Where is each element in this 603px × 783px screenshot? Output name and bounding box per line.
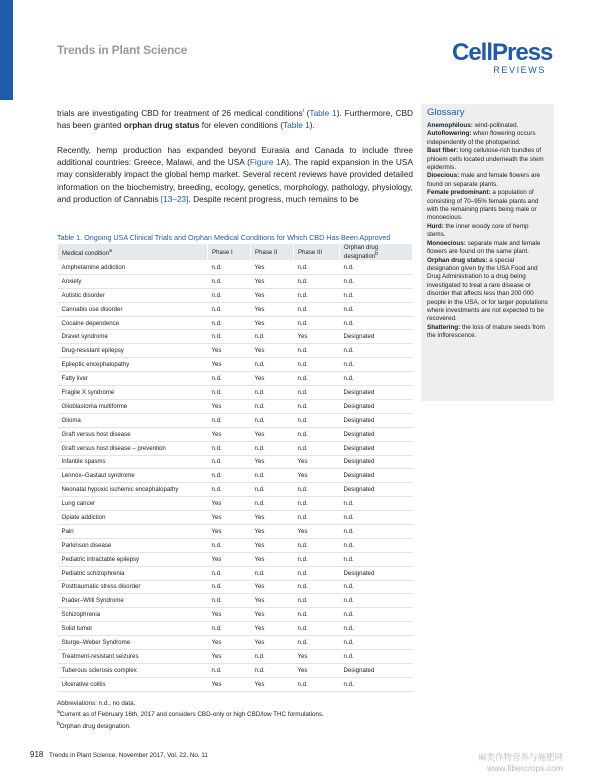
table-cell: Yes (294, 330, 340, 344)
glossary-term: Bast fiber: (427, 147, 459, 155)
glossary-definition: male and female flowers are found on separate plants. (427, 172, 541, 188)
table-cell: Yes (251, 427, 294, 441)
table-cell: Neonatal hypoxic ischemic encephalopathy (58, 483, 208, 497)
table-cell: Yes (251, 538, 294, 552)
table-cell: Pain (58, 524, 208, 538)
table-cell: Lennox–Gastaut syndrome (58, 469, 208, 483)
table-cell: Yes (251, 302, 294, 316)
table-cell: n.d. (294, 372, 340, 386)
table-cell: Yes (208, 677, 251, 691)
abbreviations-note: Abbreviations: n.d., no data. (57, 700, 136, 707)
glossary-entry (427, 240, 548, 257)
table-cell: n.d. (294, 274, 340, 288)
table-row (58, 552, 413, 566)
table-cell: Fatty liver (58, 372, 208, 386)
table-body (58, 261, 413, 692)
table-reference-link[interactable]: Table 1 (309, 107, 337, 118)
table-title: Table 1. Ongoing USA Clinical Trials and Orphan Medical Conditions for Which CBD Has Been Approved (57, 233, 391, 242)
table-cell: n.d. (294, 538, 340, 552)
table-cell: Designated (340, 455, 413, 469)
table-cell: Anxiety (58, 274, 208, 288)
glossary-title: Glossary (427, 107, 465, 118)
table-cell: Treatment-resistant seizures (58, 649, 208, 663)
table-row (58, 511, 413, 525)
table-cell: Designated (340, 469, 413, 483)
table-cell: Designated (340, 386, 413, 400)
table-cell: n.d. (294, 261, 340, 275)
paragraph-text: ). (309, 119, 315, 130)
table-cell: Pediatric schizophrenia (58, 566, 208, 580)
glossary-term: Orphan drug status: (427, 256, 488, 264)
glossary-mark: i (302, 108, 304, 114)
table-cell: Opiate addiction (58, 511, 208, 525)
table-cell: Schizophrenia (58, 608, 208, 622)
table-cell: Yes (208, 358, 251, 372)
glossary-term: Monoecious: (427, 239, 466, 247)
table-cell: Yes (251, 608, 294, 622)
table-cell: n.d. (294, 608, 340, 622)
glossary-definition: wind-pollinated. (472, 122, 519, 129)
table-row (58, 622, 413, 636)
journal-name: Trends in Plant Science (57, 43, 188, 57)
table-cell: n.d. (294, 386, 340, 400)
table-cell: Autistic disorder (58, 288, 208, 302)
table-row (58, 649, 413, 663)
table-cell: n.d. (208, 594, 251, 608)
table-cell: n.d. (294, 441, 340, 455)
column-header: Medical condition$^a$ (58, 244, 208, 261)
table-cell: n.d. (340, 274, 413, 288)
table-cell: n.d. (208, 316, 251, 330)
table-cell: n.d. (340, 302, 413, 316)
table-cell: n.d. (294, 580, 340, 594)
table-cell: Yes (208, 636, 251, 650)
table-row (58, 636, 413, 650)
table-cell: Ulcerative colitis (58, 677, 208, 691)
table-cell: n.d. (208, 663, 251, 677)
table-cell: n.d. (340, 580, 413, 594)
table-row (58, 358, 413, 372)
column-header: Phase III (294, 244, 340, 261)
glossary-definition: a special designation given by the USA Food and Drug Administration to a drug being investigated to treat a rare disease or disorder that affects less than 200 000 people in the USA, or for larger populations where investments are not expected to be recovered. (427, 256, 548, 323)
table-cell: Yes (251, 261, 294, 275)
table-cell: n.d. (208, 469, 251, 483)
table-row (58, 344, 413, 358)
table-cell: Graft versus host disease – prevention (58, 441, 208, 455)
table-cell: n.d. (251, 649, 294, 663)
paragraph-text: ( (303, 107, 310, 118)
footnote-a: $^a$Current as of February 16th, 2017 and considers CBD-only or high CBD/low THC formulations. (57, 709, 324, 719)
glossary-entry (427, 172, 548, 189)
table-cell: Yes (294, 524, 340, 538)
table-row (58, 594, 413, 608)
table-row (58, 608, 413, 622)
table-row (58, 469, 413, 483)
table-cell: Designated (340, 427, 413, 441)
table-cell: n.d. (340, 524, 413, 538)
table-cell: Designated (340, 413, 413, 427)
glossary-term: orphan drug status (123, 119, 200, 130)
table-cell: n.d. (340, 538, 413, 552)
glossary-entry (427, 223, 548, 240)
glossary-definition: the inner woody core of hemp stems. (427, 222, 529, 239)
table-cell: Yes (294, 455, 340, 469)
table-cell: Yes (208, 649, 251, 663)
table-header-row (58, 244, 413, 261)
table-cell: n.d. (340, 261, 413, 275)
table-cell: Posttraumatic stress disorder (58, 580, 208, 594)
table-cell: n.d. (208, 455, 251, 469)
glossary-entries (427, 122, 548, 341)
table-row (58, 677, 413, 691)
journal-citation: Trends in Plant Science, November 2017, Vol. 22, No. 11 (49, 752, 208, 759)
logo-sub: REVIEWS (493, 65, 546, 75)
table-cell: Glioma (58, 413, 208, 427)
table-row (58, 399, 413, 413)
table-cell: n.d. (251, 358, 294, 372)
table-cell: n.d. (208, 372, 251, 386)
table-cell: Yes (294, 469, 340, 483)
table-cell: n.d. (251, 566, 294, 580)
table-cell: Yes (251, 316, 294, 330)
glossary-definition: when flowering occurs independently of the photoperiod. (427, 130, 536, 146)
table-cell: n.d. (340, 497, 413, 511)
table-row (58, 538, 413, 552)
table-cell: n.d. (340, 677, 413, 691)
table-cell: n.d. (208, 261, 251, 275)
table-row (58, 441, 413, 455)
table-cell: Yes (294, 663, 340, 677)
glossary-term: Hurd: (427, 222, 444, 230)
table-cell: Graft versus host disease (58, 427, 208, 441)
table-cell: n.d. (251, 663, 294, 677)
table-cell: n.d. (208, 288, 251, 302)
table-cell: Pediatric intractable epilepsy (58, 552, 208, 566)
glossary-term: Shattering: (427, 323, 461, 331)
table-cell: Yes (251, 524, 294, 538)
table-cell: Cannabis use disorder (58, 302, 208, 316)
table-cell: n.d. (294, 302, 340, 316)
glossary-term: Anemophilous: (427, 122, 473, 129)
table-cell: Yes (208, 608, 251, 622)
table-cell: n.d. (340, 344, 413, 358)
table-cell: Yes (251, 552, 294, 566)
table-row (58, 413, 413, 427)
table-cell: Yes (251, 288, 294, 302)
table-cell: n.d. (340, 358, 413, 372)
column-header: Phase II (251, 244, 294, 261)
table-row (58, 302, 413, 316)
table-cell: Yes (251, 677, 294, 691)
glossary-entry (427, 122, 548, 130)
page-footer (30, 750, 208, 759)
table-cell: Prader–Willi Syndrome (58, 594, 208, 608)
paragraph-text: . Despite recent progress, much remains to be (188, 193, 359, 204)
table-cell: Drug-resistant epilepsy (58, 344, 208, 358)
table-cell: n.d. (340, 372, 413, 386)
table-cell: Glioblastoma multiforme (58, 399, 208, 413)
table-row (58, 386, 413, 400)
table-cell: Yes (208, 497, 251, 511)
table-cell: n.d. (208, 330, 251, 344)
table-cell: n.d. (294, 427, 340, 441)
table-cell: n.d. (208, 441, 251, 455)
watermark-line: www.fibercrops.com (486, 763, 564, 773)
glossary-term: Dioecious: (427, 172, 460, 180)
table-cell: n.d. (294, 399, 340, 413)
glossary-definition: separate male and female flowers are found on the same plant. (427, 239, 541, 256)
table-cell: n.d. (294, 622, 340, 636)
table-cell: Designated (340, 330, 413, 344)
glossary-definition: a population of consisting of 70–95% female plants and with the remaining plants being male or monoecious. (427, 189, 539, 222)
table-cell: n.d. (294, 483, 340, 497)
glossary-entry (427, 130, 548, 147)
table-row (58, 524, 413, 538)
table-cell: n.d. (294, 594, 340, 608)
table-cell: n.d. (251, 469, 294, 483)
table-cell: Yes (208, 552, 251, 566)
table-cell: Yes (251, 580, 294, 594)
table-row (58, 497, 413, 511)
table-row (58, 663, 413, 677)
table-row (58, 316, 413, 330)
table-cell: Yes (251, 636, 294, 650)
table-row (58, 372, 413, 386)
table-footnotes (57, 700, 324, 731)
table-row (58, 483, 413, 497)
table-row (58, 330, 413, 344)
citation-link[interactable]: [13–23] (160, 193, 189, 204)
table-cell: Designated (340, 399, 413, 413)
table-cell: n.d. (294, 677, 340, 691)
table-cell: n.d. (294, 358, 340, 372)
table-cell: n.d. (251, 483, 294, 497)
table-cell: Yes (251, 622, 294, 636)
table-cell: n.d. (294, 344, 340, 358)
table-cell: n.d. (294, 497, 340, 511)
table-cell: Yes (251, 511, 294, 525)
paragraph-text: Recently, hemp production has expanded beyond Eurasia and Canada to include three additional countries: Greece, Malawi, and the USA ( (57, 145, 413, 168)
figure-reference-link[interactable]: Figure 1 (249, 157, 281, 168)
table-cell: Epileptic encephalopathy (58, 358, 208, 372)
table-cell: n.d. (294, 288, 340, 302)
table-cell: n.d. (208, 413, 251, 427)
clinical-trials-table (57, 243, 413, 692)
page-number: 918 (30, 750, 44, 759)
table-cell: n.d. (340, 636, 413, 650)
table-cell: n.d. (208, 538, 251, 552)
table-cell: Designated (340, 441, 413, 455)
table-cell: n.d. (251, 441, 294, 455)
table-cell: Lung cancer (58, 497, 208, 511)
table-cell: Amphetamine addiction (58, 261, 208, 275)
table-cell: Yes (208, 399, 251, 413)
column-header: Orphan drug designation$^b$ (340, 244, 413, 261)
glossary-term: Female predominant: (427, 189, 491, 197)
table-cell: Yes (251, 344, 294, 358)
table-cell: n.d. (340, 608, 413, 622)
table-cell: Tuberous sclerosis complex (58, 663, 208, 677)
table-cell: n.d. (294, 636, 340, 650)
table-cell: n.d. (340, 622, 413, 636)
table-cell: Designated (340, 663, 413, 677)
table-cell: Sturge–Weber Syndrome (58, 636, 208, 650)
paragraph-2 (57, 144, 413, 205)
table-cell: n.d. (340, 316, 413, 330)
table-cell: n.d. (340, 511, 413, 525)
table-cell: Infantile spasms (58, 455, 208, 469)
table-row (58, 261, 413, 275)
paragraph-text: trials are investigating CBD for treatment of 26 medical conditions (57, 107, 303, 118)
table-cell: n.d. (340, 649, 413, 663)
table-cell: n.d. (251, 330, 294, 344)
table-cell: Solid tumor (58, 622, 208, 636)
table-cell: n.d. (208, 622, 251, 636)
table-row (58, 455, 413, 469)
watermark-line: 麻类作物营养与施肥网 (478, 752, 564, 762)
table-cell: n.d. (251, 386, 294, 400)
table-reference-link[interactable]: Table 1 (282, 119, 310, 130)
table-cell: Designated (340, 566, 413, 580)
logo-main: CellPress (452, 39, 553, 66)
table-cell: n.d. (294, 511, 340, 525)
glossary-definition: long cellulose-rich bundles of phloem cells located underneath the stem epidermis. (427, 147, 544, 172)
table-cell: n.d. (208, 483, 251, 497)
table-row (58, 580, 413, 594)
glossary-entry (427, 189, 548, 223)
glossary-entry (427, 147, 548, 172)
table-cell: Dravet syndrome (58, 330, 208, 344)
table-cell: Yes (208, 511, 251, 525)
footnote-b: $^b$Orphan drug designation. (57, 720, 131, 730)
table-cell: Designated (340, 483, 413, 497)
table-cell: Yes (208, 427, 251, 441)
table-cell: n.d. (208, 302, 251, 316)
table-cell: n.d. (340, 594, 413, 608)
table-cell: Parkinson disease (58, 538, 208, 552)
table-cell: Yes (251, 455, 294, 469)
glossary-box (421, 104, 554, 401)
paragraph-1 (57, 105, 413, 131)
table-cell: Yes (294, 649, 340, 663)
table-cell: n.d. (294, 552, 340, 566)
paragraph-text: for eleven conditions ( (199, 119, 283, 130)
table-row (58, 274, 413, 288)
glossary-entry (427, 257, 548, 324)
table-row (58, 288, 413, 302)
table-cell: n.d. (340, 552, 413, 566)
table-cell: n.d. (208, 566, 251, 580)
table-cell: n.d. (340, 288, 413, 302)
table-cell: Yes (251, 372, 294, 386)
table-cell: n.d. (294, 316, 340, 330)
table-cell: Yes (208, 344, 251, 358)
table-cell: Fragile X syndrome (58, 386, 208, 400)
glossary-definition: the loss of mature seeds from the inflorescence. (427, 323, 545, 340)
table-cell: n.d. (294, 413, 340, 427)
table-row (58, 427, 413, 441)
glossary-entry (427, 324, 548, 341)
table-cell: n.d. (208, 386, 251, 400)
paragraph-text: ). Furthermore, CBD has been granted (57, 107, 413, 130)
table-cell: n.d. (251, 497, 294, 511)
table-cell: Cocaine dependence (58, 316, 208, 330)
table-cell: Yes (208, 524, 251, 538)
table-cell: Yes (251, 274, 294, 288)
table-cell: n.d. (208, 580, 251, 594)
table-row (58, 566, 413, 580)
header-accent-bar (0, 0, 13, 100)
paragraph-text: A). The rapid expansion in the USA may considerably impact the global hemp market. Several recent reviews have provided detailed information on the biochemistry, breeding, ecology, genetics, morphology, pathology, physiology, and production of Cannabis (57, 157, 413, 204)
column-header: Phase I (208, 244, 251, 261)
table-cell: n.d. (208, 274, 251, 288)
glossary-term: Autoflowering: (427, 130, 472, 138)
table-cell: n.d. (251, 413, 294, 427)
table-cell: Yes (251, 594, 294, 608)
table-cell: n.d. (294, 566, 340, 580)
publisher-logo (452, 41, 552, 75)
site-watermark (478, 752, 563, 774)
table-cell: n.d. (251, 399, 294, 413)
